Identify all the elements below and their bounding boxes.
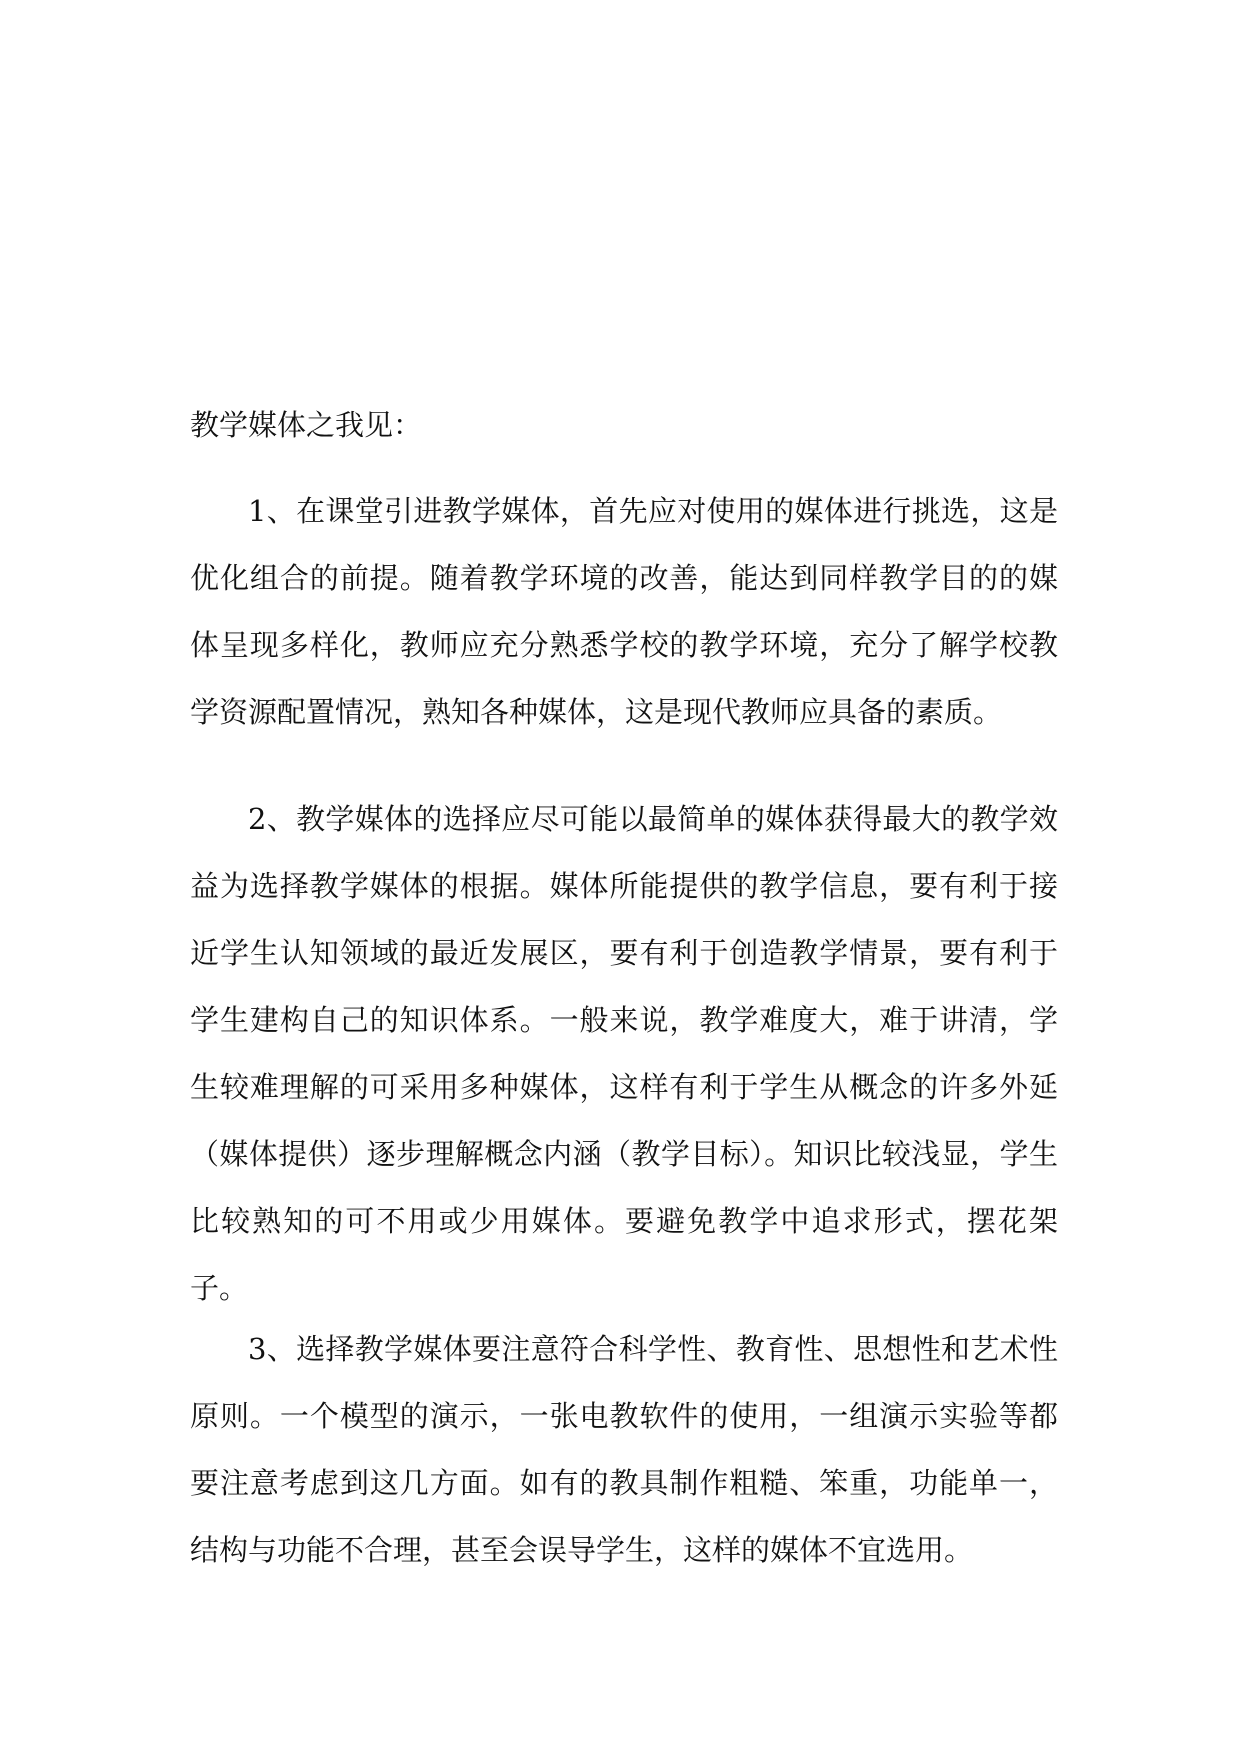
document-title: 教学媒体之我见： <box>190 408 423 442</box>
paragraph-1: 1、在课堂引进教学媒体，首先应对使用的媒体进行挑选，这是优化组合的前提。随着教学环境的改善，能达到同样教学目的的媒体呈现多样化，教师应充分熟悉学校的教学环境，充分了解学校教学资源配置情况，熟知各种媒体，这是现代教师应具备的素质。 <box>190 494 1058 729</box>
paragraph-3: 3、选择教学媒体要注意符合科学性、教育性、思想性和艺术性原则。一个模型的演示，一张电教软件的使用，一组演示实验等都要注意考虑到这几方面。如有的教具制作粗糙、笨重，功能单一，结构与功能不合理，甚至会误导学生，这样的媒体不宜选用。 <box>190 1332 1058 1567</box>
paragraph-2: 2、教学媒体的选择应尽可能以最简单的媒体获得最大的教学效益为选择教学媒体的根据。媒体所能提供的教学信息，要有利于接近学生认知领域的最近发展区，要有利于创造教学情景，要有利于学生建构自己的知识体系。一般来说，教学难度大，难于讲清，学生较难理解的可采用多种媒体，这样有利于学生从概念的许多外延（媒体提供）逐步理解概念内涵（教学目标）。知识比较浅显，学生比较熟知的可不用或少用媒体。要避免教学中追求形式，摆花架子。 <box>190 802 1058 1305</box>
